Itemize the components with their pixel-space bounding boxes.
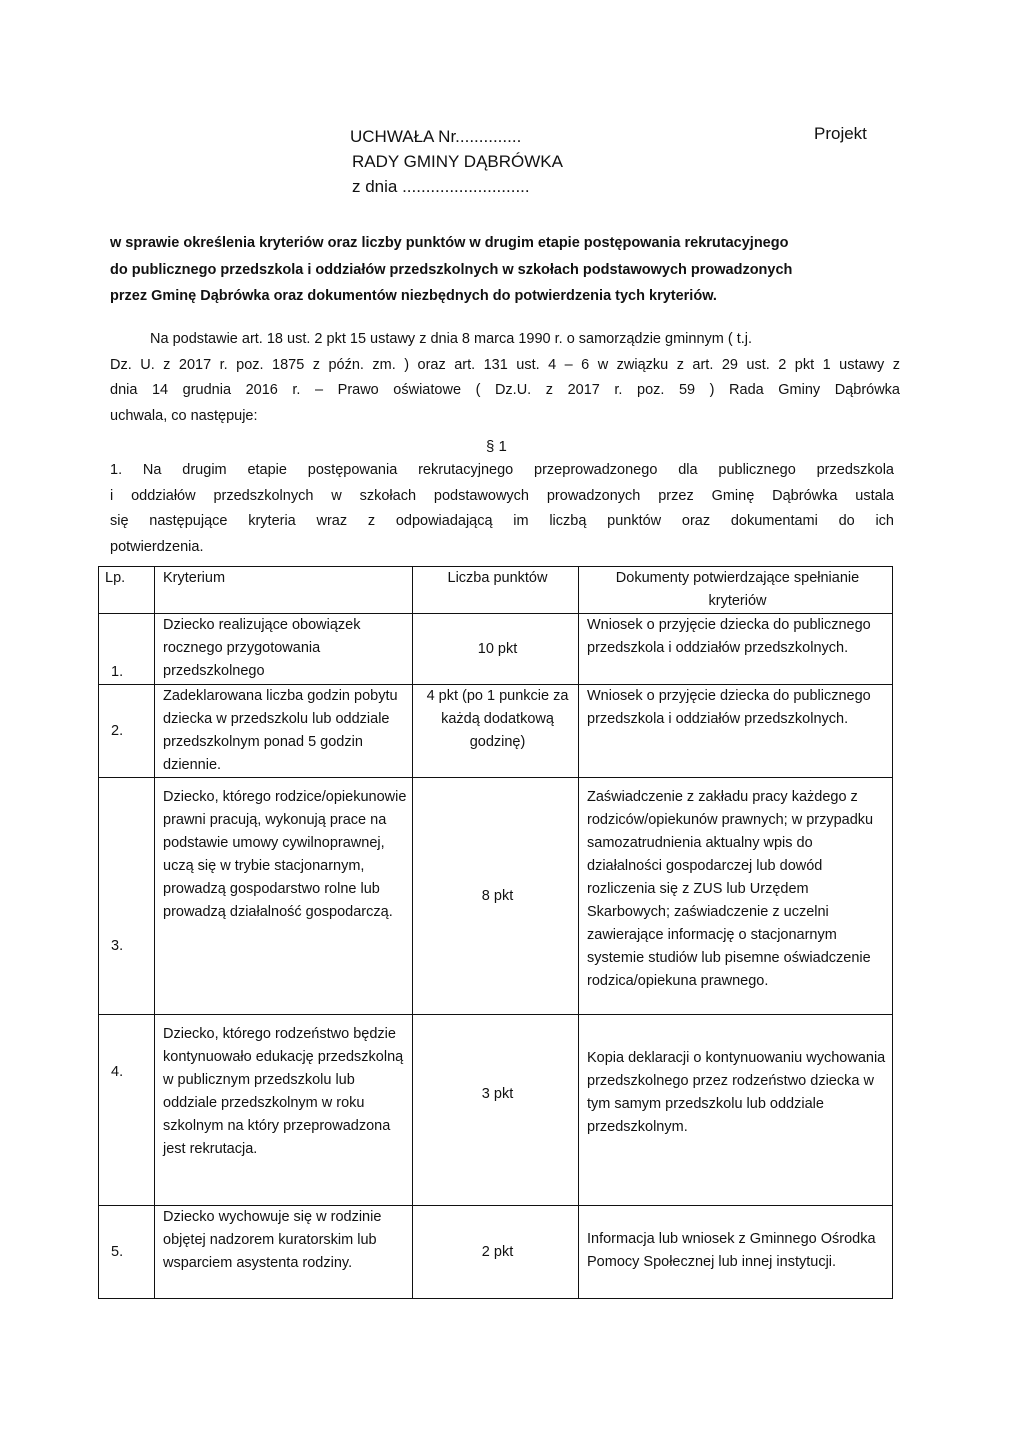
row-points: 8 pkt	[413, 778, 579, 1015]
row-points: 3 pkt	[413, 1015, 579, 1206]
paragraph-line: 1. Na drugim etapie postępowania rekrutacyjnego przeprowadzonego dla publicznego przedszkola	[110, 462, 894, 478]
paragraph-line: potwierdzenia.	[110, 538, 204, 555]
table-row	[99, 1015, 893, 1206]
row-criterion: Dziecko, którego rodzice/opiekunowie prawni pracują, wykonują prace na podstawie umowy cywilnoprawnej, uczą się w trybie stacjonarnym, prowadzą gospodarstwo rolne lub prowadzą działalność gospodarczą.	[155, 778, 413, 1015]
council-name: RADY GMINY DĄBRÓWKA	[352, 152, 563, 171]
resolution-date: z dnia ...........................	[352, 177, 530, 196]
resolution-number: UCHWAŁA Nr..............	[350, 127, 522, 146]
paragraph-line: się następujące kryteria wraz z odpowiadającą im liczbą punktów oraz dokumentami do ich	[110, 513, 894, 529]
row-documents: Informacja lub wniosek z Gminnego Ośrodka Pomocy Społecznej lub innej instytucji.	[579, 1206, 893, 1299]
paragraph-1	[110, 458, 894, 560]
row-documents: Zaświadczenie z zakładu pracy każdego z rodziców/opiekunów prawnych; w przypadku samozatrudnienia aktualny wpis do działalności gospodarczej lub dowód rozliczenia się z ZUS lub Urzędem Skarbowych; zaświadczenie z uczelni zawierające informację o stacjonarnym systemie studiów lub pisemne oświadczenie rodzica/opiekuna prawnego.	[579, 778, 893, 1015]
row-documents: Wniosek o przyjęcie dziecka do publicznego przedszkola i oddziałów przedszkolnych.	[579, 685, 893, 778]
draft-label: Projekt	[814, 124, 867, 143]
row-lp: 2.	[99, 685, 155, 778]
header-documents: Dokumenty potwierdzające spełnianie kryteriów	[579, 567, 893, 614]
row-criterion: Dziecko, którego rodzeństwo będzie kontynuowało edukację przedszkolną w publicznym przedszkolu lub oddziale przedszkolnym w roku szkolnym na który przeprowadzona jest rekrutacja.	[155, 1015, 413, 1206]
legal-basis-line: Na podstawie art. 18 ust. 2 pkt 15 ustawy z dnia 8 marca 1990 r. o samorządzie gminnym ( t.j.	[150, 331, 753, 347]
row-lp: 1.	[99, 614, 155, 685]
row-documents: Kopia deklaracji o kontynuowaniu wychowania przedszkolnego przez rodzeństwo dziecka w tym samym przedszkolu lub oddziale przedszkolnym.	[579, 1015, 893, 1206]
table-row	[99, 778, 893, 1015]
row-criterion: Dziecko realizujące obowiązek rocznego przygotowania przedszkolnego	[155, 614, 413, 685]
legal-basis	[110, 327, 900, 429]
resolution-header	[350, 124, 563, 199]
table-row	[99, 1206, 893, 1299]
legal-basis-line: uchwala, co następuje:	[110, 407, 258, 424]
criteria-table	[98, 566, 893, 1299]
row-lp: 4.	[99, 1015, 155, 1206]
table-header-row	[99, 567, 893, 614]
row-points: 10 pkt	[413, 614, 579, 685]
row-points: 2 pkt	[413, 1206, 579, 1299]
legal-basis-line: dnia 14 grudnia 2016 r. – Prawo oświatowe ( Dz.U. z 2017 r. poz. 59 ) Rada Gminy Dąbrówka	[110, 382, 900, 398]
row-lp: 5.	[99, 1206, 155, 1299]
section-number: § 1	[486, 438, 507, 455]
header-lp: Lp.	[99, 567, 155, 614]
header-points: Liczba punktów	[413, 567, 579, 614]
row-criterion: Dziecko wychowuje się w rodzinie objętej nadzorem kuratorskim lub wsparciem asystenta rodziny.	[155, 1206, 413, 1299]
subject-line: w sprawie określenia kryteriów oraz liczby punktów w drugim etapie postępowania rekrutacyjnego	[110, 235, 789, 251]
row-documents: Wniosek o przyjęcie dziecka do publicznego przedszkola i oddziałów przedszkolnych.	[579, 614, 893, 685]
header-criterion: Kryterium	[155, 567, 413, 614]
row-points: 4 pkt (po 1 punkcie za każdą dodatkową godzinę)	[413, 685, 579, 778]
subject-line: przez Gminę Dąbrówka oraz dokumentów niezbędnych do potwierdzenia tych kryteriów.	[110, 288, 717, 304]
resolution-subject	[110, 230, 910, 310]
table-row	[99, 614, 893, 685]
legal-basis-line: Dz. U. z 2017 r. poz. 1875 z późn. zm. ) oraz art. 131 ust. 4 – 6 w związku z art. 29 ust. 2 pkt 1 ustawy z	[110, 356, 900, 373]
row-lp: 3.	[99, 778, 155, 1015]
subject-line: do publicznego przedszkola i oddziałów przedszkolnych w szkołach podstawowych prowadzonych	[110, 261, 793, 278]
table-row	[99, 685, 893, 778]
paragraph-line: i oddziałów przedszkolnych w szkołach podstawowych prowadzonych przez Gminę Dąbrówka ustala	[110, 487, 894, 504]
row-criterion: Zadeklarowana liczba godzin pobytu dziecka w przedszkolu lub oddziale przedszkolnym ponad 5 godzin dziennie.	[155, 685, 413, 778]
